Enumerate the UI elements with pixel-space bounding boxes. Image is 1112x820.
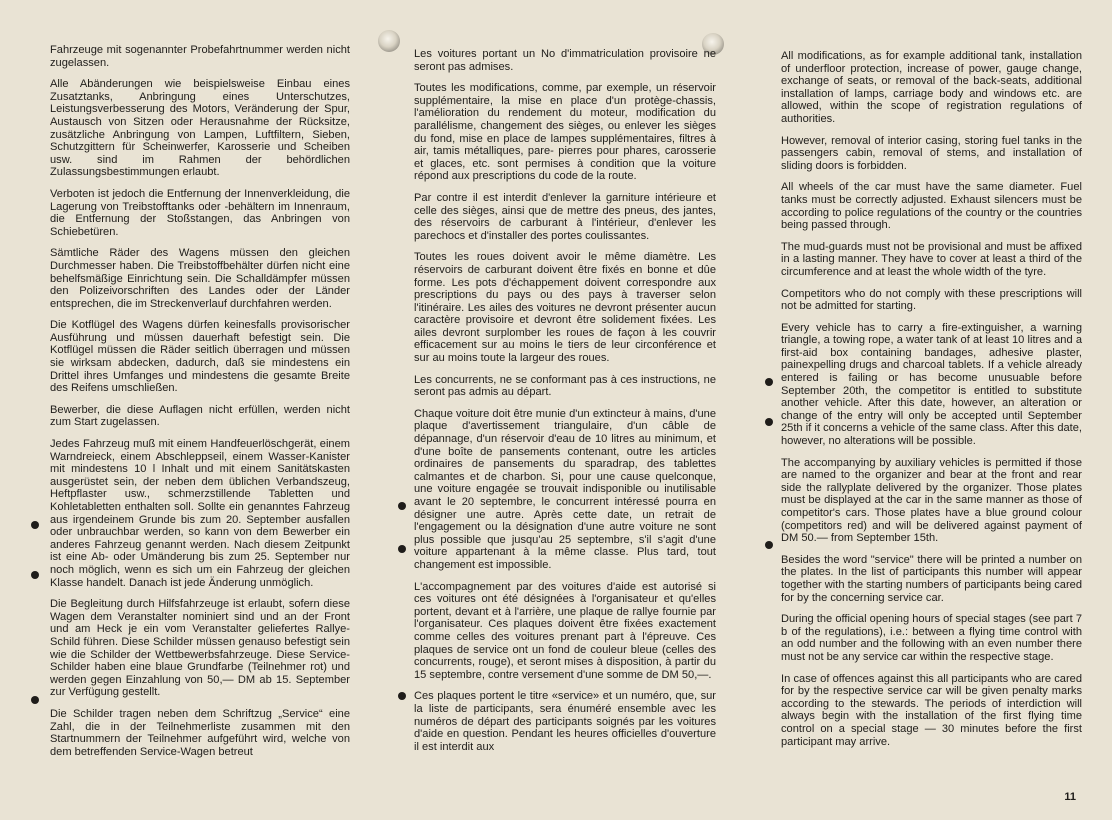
change-marker-bullet (31, 571, 39, 579)
change-marker-bullet (765, 418, 773, 426)
german-paragraph: Fahrzeuge mit sogenannter Probefahrtnummer werden nicht zugelassen. (50, 44, 350, 69)
french-paragraph: Ces plaques portent le titre «service» et un numéro, que, sur la liste de participants, sera énuméré ensemble avec les numéros de départ des participants soignés par les voitures d'aide en question. Pendant les heures officielles d'ouverture il est interdit aux (414, 690, 716, 753)
german-paragraph: Die Schilder tragen neben dem Schriftzug „Service“ eine Zahl, die in der Teilnehmerliste zusammen mit den Startnummern der Teilnehmer aufgeführt wird, welche von dem betreffenden Service-Wagen betreut (50, 707, 350, 758)
change-marker-bullet (765, 378, 773, 386)
french-paragraph: Toutes les modifications, comme, par exemple, un réservoir supplémentaire, la mise en place d'un protège-chassis, l'amélioration du rendement du moteur, modification du parallélisme, changement des sièges, ou enlever les sièges du fond, mise en place de lampes supplémentaires, filtres à air, tamis métalliques, pare- pierres pour phares, carosserie et glaces, etc. sont permises à condition que la voiture répond aux prescriptions du code de la route. (414, 82, 716, 183)
english-paragraph: During the official opening hours of special stages (see part 7 b of the regulations), i.e.: between a flying time control with an odd number and the following with an even number there must not be any service car within the respective stage. (781, 613, 1082, 663)
german-paragraph: Bewerber, die diese Auflagen nicht erfüllen, werden nicht zum Start zugelassen. (50, 403, 350, 429)
english-paragraph: The mud-guards must not be provisional and must be affixed in a lasting manner. They have to cover at least a third of the circumference and at least the whole width of the tyre. (781, 240, 1082, 278)
french-paragraph: Par contre il est interdit d'enlever la garniture intérieure et celle des sièges, ainsi que de mettre des pneus, des jantes, des réservoirs de carburant à l'intérieur, d'enlever les parechocs et d'installer des portes coulissantes. (414, 191, 716, 242)
french-paragraph: Les concurrents, ne se conformant pas à ces instructions, ne seront pas admis au départ. (414, 373, 716, 399)
english-paragraph: All wheels of the car must have the same diameter. Fuel tanks must be correctly adjusted. Exhaust silencers must be according to police regulations of the country or the countries being passed through. (781, 181, 1082, 232)
change-marker-bullet (31, 521, 39, 529)
change-marker-bullet (765, 541, 773, 549)
english-column (781, 50, 1082, 757)
english-paragraph: Besides the word "service" there will be printed a number on the plates. In the list of participants this number will appear together with the starting numbers of participants being cared for by the concerning service car. (781, 553, 1082, 604)
french-paragraph: Chaque voiture doit être munie d'un extincteur à mains, d'une plaque d'avertissement triangulaire, d'un câble de dépannage, d'un réservoir d'eau de 10 litres au minimum, et d'une boîte de pansements contenant, outre les articles ordinaires de pansements du sparadrap, des tablettes calmantes et de charbon. Si, pour une cause quelconque, une voiture engagée se trouvait indisponible ou inutilisable avant le 20 septembre, le concurrent intéressé pourra en désigner une autre. Après cette date, un retrait de l'engagement ou la désignation d'une autre voiture ne sont plus possible que jusqu'au 25 septembre, s'il s'agit d'une voiture appartenant à la même classe. Plus tard, tout changement est impossible. (414, 407, 716, 571)
german-paragraph: Sämtliche Räder des Wagens müssen den gleichen Durchmesser haben. Die Treibstoffbehälter dürfen nicht eine behelfsmäßige Einrichtung sein. Die Schalldämpfer müssen den Polizeivorschriften des Landes oder der Länder entsprechen, die im Streckenverlauf durchfahren werden. (50, 247, 350, 310)
punch-hole-left (378, 30, 400, 52)
german-paragraph: Verboten ist jedoch die Entfernung der Innenverkleidung, die Lagerung von Treibstofftanks oder -behältern im Innenraum, die Entfernung der Stoßstangen, das Anbringen von Schiebetüren. (50, 187, 350, 238)
french-paragraph: L'accompagnement par des voitures d'aide est autorisé si ces voitures ont été désignées à l'organisateur et qu'elles portent, devant et à l'arrière, une plaque de rallye fournie par l'organisateur. Ces plaques doivent être fixées exactement comme celles des voitures prenant part à l'épreuve. Ces plaques de service ont un fond de couleur bleue (celles des concurrents, rouge), et seront mises à disposition, à partir du 15 septembre, contre versement d'une somme de DM 50,—. (414, 580, 716, 681)
english-paragraph: Competitors who do not comply with these prescriptions will not be admitted for starting. (781, 287, 1082, 313)
english-paragraph: In case of offences against this all participants who are cared for by the respective service car will be given penalty marks according to the stewards. The periods of interdiction will always begin with the installation of the first flying time control on a special stage — 30 minutes before the first participant may arrive. (781, 672, 1082, 748)
english-paragraph: However, removal of interior casing, storing fuel tanks in the passengers cabin, removal of stems, and installation of sliding doors is forbidden. (781, 134, 1082, 172)
english-paragraph: Every vehicle has to carry a fire-extinguisher, a warning triangle, a towing rope, a water tank of at least 10 litres and a first-aid box containing bandages, adhesive plaster, painexpelling drugs and charcoal tablets. If a vehicle already entered is failing or has become unusuable before September 20th, the competitor is entitled to substitute another vehicle. After this date, however, an alteration or change of the entry will only be accepted until September 25th if it concerns a vehicle of the same class. After this date, however, no alterations will be possible. (781, 321, 1082, 448)
french-column (414, 48, 716, 762)
change-marker-bullet (31, 696, 39, 704)
french-paragraph: Toutes les roues doivent avoir le même diamètre. Les réservoirs de carburant doivent être fixés en bonne et dûe forme. Les pots d'échappement doivent correspondre aux prescriptions du pays ou des pays à traverser selon l'itinéraire. Les ailes des voitures ne devront présenter aucun caractère provisoire et devront être solidement fixées. Les ailes devront surplomber les roues de façon à les couvrir efficacement sur au moins le tiers de leur circonférence et sur au moins toute la largeur des roues. (414, 251, 716, 365)
change-marker-bullet (398, 502, 406, 510)
english-paragraph: All modifications, as for example additional tank, installation of underfloor protection, increase of power, gauge change, exchange of seats, or removal of the back-seats, additional installation of lamps, carriage body and windows etc. are allowed, within the scope of registration regulations of authorities. (781, 50, 1082, 125)
english-paragraph: The accompanying by auxiliary vehicles is permitted if those are named to the organizer and bear at the front and rear side the rallyplate delivered by the organizer. Those plates must be displayed at the car in the same manner as those of competitor's cars. Those plates have a blue ground colour (competitors red) and will be delivered against payment of DM 50.— from September 15th. (781, 456, 1082, 545)
german-paragraph: Die Kotflügel des Wagens dürfen keinesfalls provisorischer Ausführung und müssen dauerhaft befestigt sein. Die Kotflügel müssen die Räder seitlich überragen und müssen sie wirksam abdecken, dadurch, daß sie mindestens ein Drittel ihres Umfanges und mindestens die gesamte Breite des Reifens umschließen. (50, 319, 350, 395)
german-paragraph: Alle Abänderungen wie beispielsweise Einbau eines Zusatztanks, Anbringung eines Unterschutzes, Leistungsverbesserung des Motors, Veränderung der Spur, Austausch von Sitzen oder Herausnahme der Rücksitze, zusätzliche Anbringung von Lampen, Luftfiltern, Sieben, Schutzgittern für Scheinwerfer, Karosserie und Scheiben usw. sind im Rahmen der behördlichen Zulassungsbestimmungen erlaubt. (50, 78, 350, 179)
page-number: 11 (1064, 791, 1076, 803)
change-marker-bullet (398, 545, 406, 553)
german-paragraph: Jedes Fahrzeug muß mit einem Handfeuerlöschgerät, einem Warndreieck, einem Abschleppseil, einem Wasser-Kanister mit mindestens 10 l Inhalt und mit einem Sanitätskasten ausgerüstet sein, der neben dem üblichen Verbandszeug, Heftpflaster usw., schmerzstillende Tabletten und Kohletabletten enthalten soll. Sollte ein genanntes Fahrzeug aus irgendeinem Grunde bis zum 20. September ausfallen oder unbrauchbar werden, so kann von dem Bewerber ein anderes Fahrzeug genannt werden. Nach diesem Zeitpunkt ist eine Ab- oder Umänderung bis zum 25. September nur noch möglich, wenn es sich um ein Fahrzeug der gleichen Klasse handelt. Danach ist jede Änderung unmöglich. (50, 438, 350, 589)
german-column (50, 44, 350, 767)
french-paragraph: Les voitures portant un No d'immatriculation provisoire ne seront pas admises. (414, 48, 716, 73)
german-paragraph: Die Begleitung durch Hilfsfahrzeuge ist erlaubt, sofern diese Wagen dem Veranstalter nominiert sind und an der Front und am Heck je ein vom Veranstalter geliefertes Rallye-Schild führen. Diese Schilder müssen genauso befestigt sein wie die Schilder der Wettbewerbsfahrzeuge. Diese Service-Schilder haben eine blaue Grundfarbe (Teilnehmer rot) und werden gegen Einzahlung von 50,— DM ab 15. September zur Verfügung gestellt. (50, 598, 350, 699)
change-marker-bullet (398, 692, 406, 700)
